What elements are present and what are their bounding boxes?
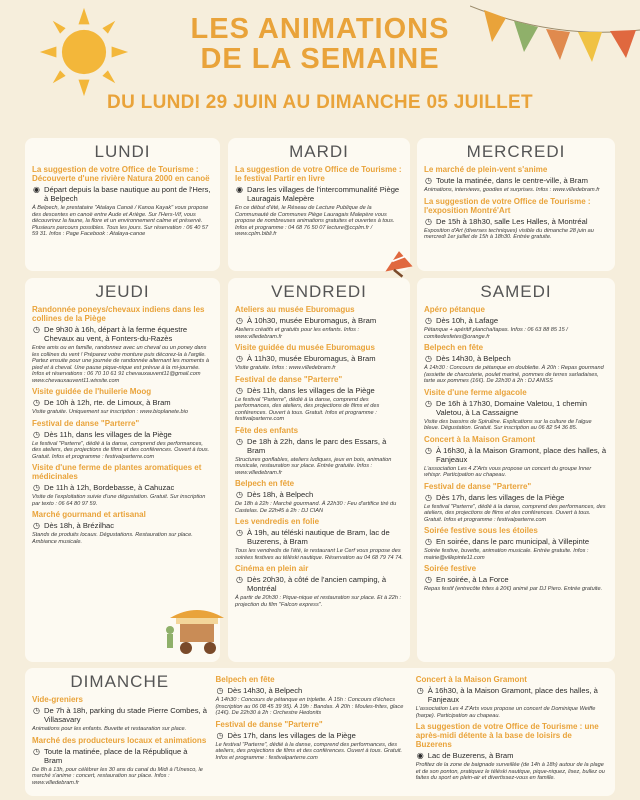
event-time: ◷ De 15h à 18h30, salle Les Halles, à Montréal [425,216,588,226]
event-time: ◷ Dès 18h, à Brézilhac [33,521,115,530]
event-description: Visite de l'exploitation suivie d'une dégustation. Gratuit. Sur inscription par texto : 06 64 80 97 59. [32,494,206,507]
event-time: ◷ Toute la matinée, place de la République à Bram [33,746,188,765]
event-title: Le marché de plein-vent s'anime [424,165,548,174]
clock-icon: ◷ [33,325,40,334]
event-description: En ce début d'été, le Réseau de Lecture Publique de la Communauté de Communes Piège Lauragais Malepère vous propose de nombreuses animations gratuites et ouvertes à tous. Infos et programme : 04 68 76 50 07 lecture@ccplm.fr / www.cplm.bibli.fr [235,205,395,237]
date-range: DU LUNDI 29 JUIN AU DIMANCHE 05 JUILLET [107,92,533,113]
map-pin-icon: ◉ [33,185,40,194]
event-description: Pétanque + apéritif plancha/tapas. Infos : 06 63 88 85 15 / comitedesfetes@orange.fr [424,327,568,340]
event-description: Visite gratuite. Uniquement sur inscription : www.bioplanete.bio [32,409,188,415]
map-pin-icon: ◉ [236,185,243,194]
card-vendredi [228,278,410,662]
clock-icon: ◷ [425,492,432,502]
dimanche-col-3 [416,672,608,792]
event-title: La suggestion de votre Office de Tourisme : le festival Partir en livre [235,165,402,183]
event-title: Visite guidée de l'huilerie Moog [32,387,152,396]
event-description: À partir de 20h30 : Pique-nique et restauration sur place. Et à 22h : projection du film "Falcon express". [235,595,402,608]
clock-icon: ◷ [33,483,40,492]
event-description: Entre amis ou en famille, randonnez avec un cheval ou un poney dans les collines du vent ! Préparez votre monture puis décorez-la à l'argile. Partez ensuite pour une journée de randonnée alternant les moments à pied et à cheval. Une pause pique-nique est prévue à la mi-journée. Infos et réservations : 06 70 10 61 91 chevauxauvent11@gmail.com www.chevauxauvent11.wixsite.com [32,345,209,384]
day-title: LUNDI [94,142,151,161]
event-title: Marché gourmand et artisanal [32,510,146,519]
event-description: Le festival "Parterre", dédié à la danse, comprend des performances, des ateliers, des projections de films et des conférences. Ouvert à tous. Gratuit. Infos et programme : festivalparterre.com [215,741,403,761]
clock-icon: ◷ [236,316,243,325]
event-time: ◷ À 16h30, à la Maison Gramont, place des halles, à Fanjeaux [416,686,598,704]
event-description: Ateliers créatifs et gratuits pour les enfants. Infos : www.villedebram.fr [235,327,360,340]
clock-icon: ◷ [216,730,224,740]
event-time: ◷ À 10h30, musée Eburomagus, à Bram [236,316,377,325]
event-title: Soirée festive sous les étoiles [424,526,538,535]
event-time: ◷ À 16h30, à la Maison Gramont, place des halles, à Fanjeaux [425,445,607,464]
card-dimanche [25,668,615,796]
event-title: Les vendredis en folie [235,517,320,526]
event-description: L'association Les 4 Z'Arts vous propose un concert de Dominique Weiffe (harpe). Participation au chapeau. [415,706,596,719]
event-title: Festival de danse "Parterre" [215,719,323,729]
event-time: ◷ Dès 14h30, à Belpech [425,354,511,363]
event-title: Ateliers au musée Eburomagus [235,305,355,314]
event-title: Concert à la Maison Gramont [424,434,536,444]
event-description: Visite gratuite. Infos : www.villedebram.fr [235,365,336,371]
event-time: ◷ Dès 10h, à Lafage [425,316,499,325]
card-samedi [417,278,615,662]
clock-icon: ◷ [425,316,432,325]
event-title: Marché des producteurs locaux et animations [32,735,207,745]
event-description: Repas festif (entrecôte frites à 20€) animé par DJ Piero. Entrée gratuite. [424,586,603,592]
event-title: Festival de danse "Parterre" [235,374,343,384]
event-time: ◷ Dès 20h30, à côté de l'ancien camping, à Montréal [236,575,387,593]
event-description: Le festival "Parterre", dédié à la danse, comprend des performances, des ateliers, des projections de films et des conférences. Ouvert à tous. Gratuit. Infos et programme : festivalparterre.com [424,503,606,523]
event-location: ◉ Dans les villages de l'intercommunalité Piège Lauragais Malepère [236,185,400,203]
event-description: Stands de produits locaux. Dégustations. Restauration sur place. Ambiance musicale. [32,532,193,545]
event-title: Belpech en fête [215,675,275,684]
event-title: Soirée festive [424,564,477,573]
card-lundi [25,138,220,271]
event-time: ◷ De 18h à 22h, dans le parc des Essars, à Bram [236,436,387,455]
fan-illustration-icon [382,246,416,280]
day-title: VENDREDI [271,282,367,301]
clock-icon: ◷ [425,176,432,185]
event-description: Le festival "Parterre", dédié à la danse, comprend des performances, des ateliers, des projections de films et des conférences. Ouvert à tous. Gratuit. Infos et programme : festivalparterre.com [32,440,210,460]
event-time: ◷ Dès 14h30, à Belpech [216,686,303,695]
clock-icon: ◷ [425,537,432,546]
event-time: ◷ À 11h30, musée Eburomagus, à Bram [236,354,376,363]
event-time: ◷ Toute la matinée, dans le centre-ville, à Bram [425,176,588,185]
day-title: MERCREDI [466,142,566,161]
event-description: Profitez de la zone de baignade surveillée (de 14h à 18h) autour de la plage et de son ponton, pratiquez le téléski nautique, pique-niquez, lisez, bullez ou faites du sport en plein-air et divertissez-vous en famille. [415,762,605,781]
clock-icon: ◷ [236,575,243,584]
event-description: Visite des bassins de Spiruline. Explications sur la culture de l'algue bleue. Dégustation. Gratuit. Sur inscription au 06 82 54 36 85. [424,418,592,431]
event-description: À 14h30 : Concours de pétanque en doublette. À 20h : Repas gourmand (assiette de charcuterie, poulet mariné, pommes de terres sarladaises, tarte aux pommes (16€). De 22h30 à 2h : DJ ANISS [424,365,604,384]
event-description: Exposition d'Art (diverses techniques) visible du dimanche 28 juin au mercredi 1er juillet de 15h à 18h30. Entrée gratuite. [424,227,594,240]
event-time: ◷ De 11h à 12h, Bordebasse, à Cahuzac [33,483,175,492]
event-title: Apéro pétanque [424,305,485,314]
event-title: Visite guidée du musée Eburomagus [235,343,375,352]
event-description: Structures gonflables, ateliers ludiques, jeux en bois, animation musicale, restauration sur place. Entrée gratuite. Infos : www.villedebram.fr [235,456,392,476]
clock-icon: ◷ [33,746,40,756]
event-title: Belpech en fête [235,479,295,488]
clock-icon: ◷ [236,528,243,537]
event-time: ◷ Dès 17h, dans les villages de la Piège [216,730,356,740]
clock-icon: ◷ [425,216,432,226]
event-description: Soirée festive, buvette, animation musicale. Entrée gratuite. Infos : mairie@villepinte11.com [424,548,589,561]
event-title: Vide-greniers [32,695,83,704]
clock-icon: ◷ [425,398,432,408]
clock-icon: ◷ [33,706,40,715]
event-title: La suggestion de votre Office de Tourisme : une après-midi détente à la base de loisirs de Buzerens [415,722,599,749]
event-title: Cinéma en plein air [235,564,309,573]
clock-icon: ◷ [33,398,40,407]
event-title: Belpech en fête [424,343,484,352]
card-mercredi [417,138,615,271]
day-title: DIMANCHE [70,672,170,691]
event-title: Randonnée poneys/chevaux indiens dans les collines de la Piège [32,305,205,323]
event-time: ◷ De 7h à 18h, parking du stade Pierre Combes, à Villasavary [33,706,207,724]
event-location: ◉ Lac de Buzerens, à Bram [416,751,514,760]
sun-icon [38,6,130,98]
event-description: Animations, interviews, goodies et surprises. Infos : www.villedebram.fr [424,187,600,193]
dimanche-col-1 [32,672,208,792]
event-time: ◷ Dès 11h, dans les villages de la Piège [33,429,172,439]
event-title: Visite d'une ferme de plantes aromatiques et médicinales [32,463,202,481]
clock-icon: ◷ [33,429,40,439]
clock-icon: ◷ [425,445,432,455]
event-description: Tous les vendredis de l'été, le restaurant Le Cerf vous propose des soirées festives au téléski nautique. Réservation au 04 68 79 74 74. [235,548,403,561]
event-title: Festival de danse "Parterre" [424,481,532,491]
clock-icon: ◷ [236,354,243,363]
event-title: Visite d'une ferme algacole [424,387,527,397]
page-title: LES ANIMATIONS DE LA SEMAINE [190,13,450,75]
event-title: La suggestion de votre Office de Tourisme : l'exposition Montré'Art [424,196,591,215]
event-time: ◷ En soirée, à La Force [425,575,509,584]
event-time: ◷ De 10h à 12h, rte. de Limoux, à Bram [33,398,171,407]
event-title: Fête des enfants [235,425,299,435]
event-description: Le festival "Parterre", dédié à la danse, comprend des performances, des ateliers, des projections de films et des conférences. Ouvert à tous. Gratuit. Infos et programme : festivalparterre.com [235,396,380,422]
event-description: Animations pour les enfants. Buvette et restauration sur place. [32,726,187,732]
clock-icon: ◷ [33,521,40,530]
dimanche-col-2 [216,672,408,792]
clock-icon: ◷ [216,686,224,695]
clock-icon: ◷ [236,490,243,499]
day-title: SAMEDI [480,282,552,301]
clock-icon: ◷ [236,385,243,395]
clock-icon: ◷ [425,575,432,584]
event-description: L'association Les 4 Z'Arts vous propose un concert du groupe Inner whispr. Participation au chapeau. [424,465,592,478]
market-stall-illustration-icon [162,600,232,660]
clock-icon: ◷ [425,354,432,363]
event-time: ◷ À 19h, au téléski nautique de Bram, lac de Buzerens, à Bram [236,528,390,546]
clock-icon: ◷ [236,436,243,446]
event-description: À Belpech, le prestataire "Atalaya Canoë / Kanoa Kayak" vous propose des descentes en canoë entre Aude et Ariège. Sur l'Hers-Vif, vous découvrirez la faune, la flore et un environnement calme et préservé. Plusieurs parcours possibles. Tous les jours. Sur réservation : 06 40 57 59 31. Infos : Page Facebook : Atalaya-canoe [32,205,209,237]
event-title: La suggestion de votre Office de Tourisme : Découverte d'une rivière Natura 2000 en canoë [32,165,210,183]
day-title: MARDI [289,142,349,161]
event-description: De 8h à 13h, pour célébrer les 30 ans du canal du Midi à l'Unesco, le marché s'anime : concert, restauration sur place. Infos : www.villedebram.fr [32,766,203,786]
clock-icon: ◷ [416,686,424,695]
event-time: ◷ Dès 17h, dans les villages de la Piège [425,492,565,502]
day-title: JEUDI [95,282,150,301]
event-title: Festival de danse "Parterre" [32,418,140,428]
map-pin-icon: ◉ [416,751,424,760]
header [0,0,640,135]
event-description: À 14h30 : Concours de pétanque en triplette. À 15h : Concours d'échecs (inscription au 06 08 45 39 95). À 19h : Bandas. À 20h : Moules-frites, glace (14€). De 22h30 à 2h : Orchestre Hedonits [215,697,404,716]
event-description: De 18h à 22h : Marché gourmand. À 22h30 : Feu d'artifice tiré du Castelas. De 22h45 à 2h : DJ CIAN [235,501,397,514]
event-time: ◷ Dès 11h, dans les villages de la Piège [236,385,375,395]
event-time: ◷ De 9h30 à 16h, départ à la ferme équestre Chevaux au vent, à Fonters-du-Razès [33,325,188,343]
event-time: ◷ De 16h à 17h30, Domaine Valetou, 1 chemin Valetou, à La Cassaigne [425,398,587,417]
event-location: ◉ Départ depuis la base nautique au pont de l'Hers, à Belpech [33,185,211,203]
event-time: ◷ Dès 18h, à Belpech [236,490,314,499]
event-title: Concert à la Maison Gramont [415,675,527,684]
event-time: ◷ En soirée, dans le parc municipal, à Villepinte [425,537,590,546]
